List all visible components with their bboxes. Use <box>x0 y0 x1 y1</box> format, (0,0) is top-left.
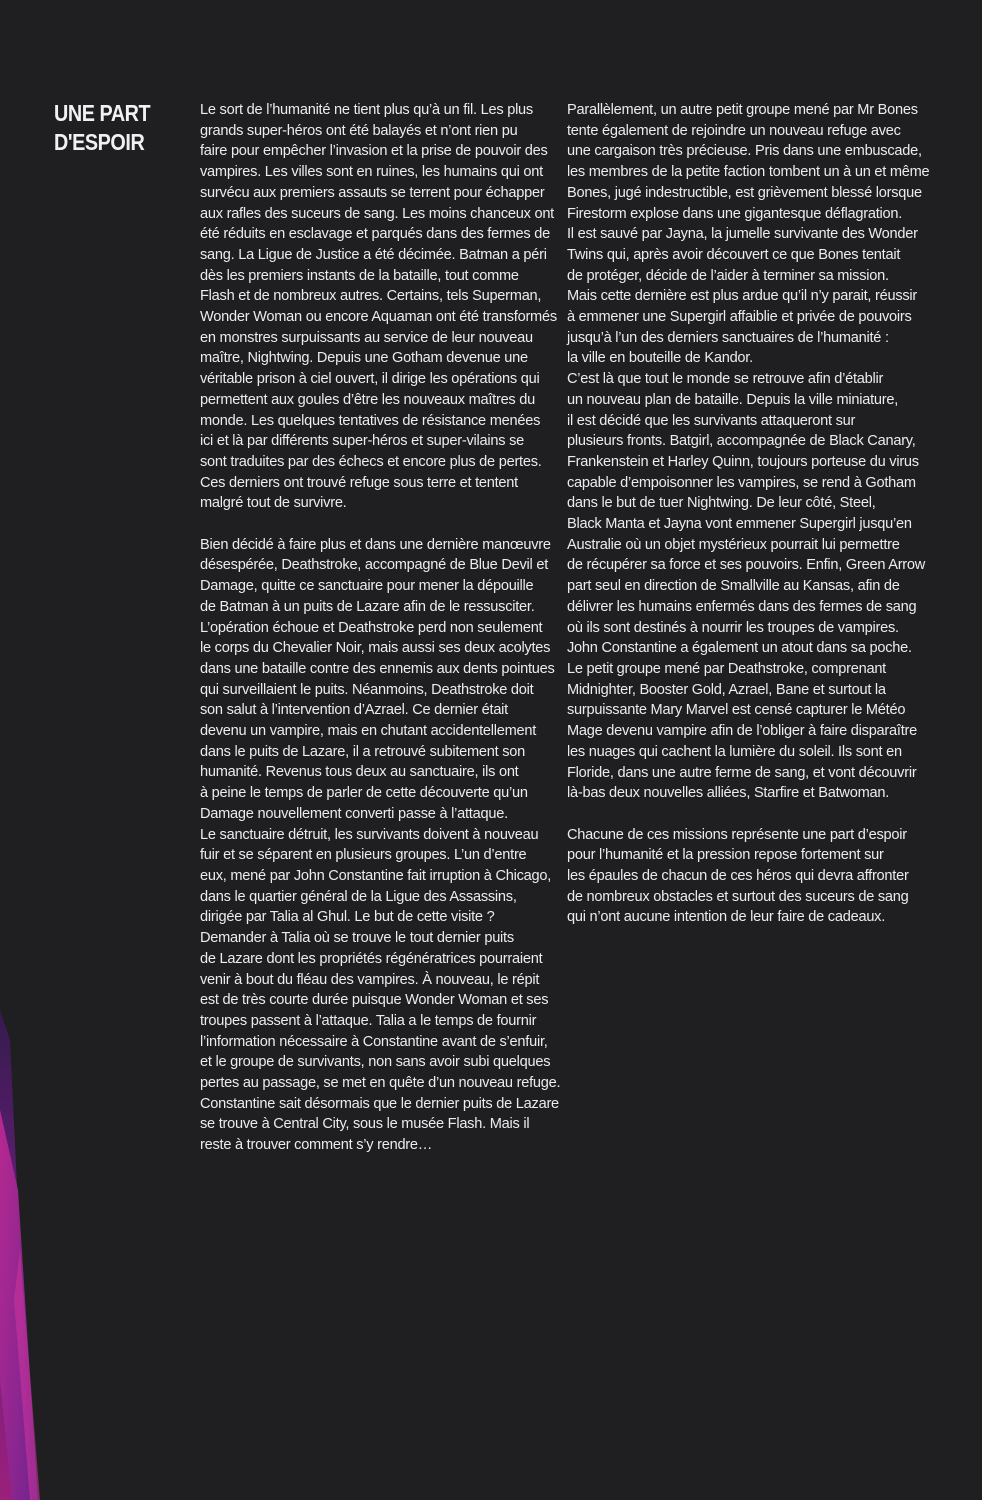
text-line: plusieurs fronts. Batgirl, accompagnée de Black Canary, <box>567 433 916 450</box>
text-line: Bien décidé à faire plus et dans une dernière manœuvre <box>200 536 551 553</box>
text-line: de Batman à un puits de Lazare afin de le ressusciter. <box>200 598 535 615</box>
text-line: et le groupe de survivants, non sans avoir subi quelques <box>200 1054 551 1071</box>
text-line: monde. Les quelques tentatives de résistance menées <box>200 412 541 429</box>
text-line: eux, mené par John Constantine fait irruption à Chicago, <box>200 868 552 884</box>
text-line: Chacune de ces missions représente une part d’espoir <box>567 826 907 843</box>
text-line: de nombreux obstacles et surtout des suceurs de sang <box>567 888 909 905</box>
text-line: les nuages qui cachent la lumière du soleil. Ils sont en <box>567 743 902 760</box>
text-line: où ils sont destinés à nourrir les troupes de vampires. <box>567 619 899 636</box>
text-line: surpuissante Mary Marvel est censé capturer le Météo <box>567 702 906 719</box>
text-line: reste à trouver comment s’y rendre… <box>200 1137 433 1154</box>
paragraph <box>567 100 930 804</box>
text-line: est de très courte durée puisque Wonder Woman et ses <box>200 992 549 1009</box>
text-line: véritable prison à ciel ouvert, il dirige les opérations qui <box>200 371 540 388</box>
text-line: son salut à l’intervention d’Azrael. Ce dernier était <box>200 702 508 719</box>
shard-inner <box>0 1110 38 1500</box>
text-line: Firestorm explose dans une gigantesque déflagration. <box>567 205 903 222</box>
text-line: Mage devenu vampire afin de l’obliger à faire disparaître <box>567 723 917 740</box>
text-line: John Constantine a également un atout dans sa poche. <box>567 640 912 657</box>
heading-line-2: D'ESPOIR <box>54 129 145 155</box>
text-line: se trouve à Central City, sous le musée Flash. Mais il <box>200 1116 530 1133</box>
text-line: devenu un vampire, mais en chutant accidentellement <box>200 723 537 740</box>
text-line: Frankenstein et Harley Quinn, toujours porteuse du virus <box>567 453 919 470</box>
text-line: Il est sauvé par Jayna, la jumelle survivante des Wonder <box>567 226 918 243</box>
text-line: pour l’humanité et la pression repose fortement sur <box>567 847 884 864</box>
text-line: Parallèlement, un autre petit groupe mené par Mr Bones <box>567 102 918 118</box>
text-line: Black Manta et Jayna vont emmener Supergirl jusqu’en <box>567 516 912 533</box>
text-line: dans le quartier général de la Ligue des Assassins, <box>200 888 517 905</box>
text-line: de protéger, décide de l’aider à terminer sa mission. <box>567 267 889 284</box>
text-line: dans le puits de Lazare, il a retrouvé subitement son <box>200 743 526 760</box>
text-line: Australie où un objet mystérieux pourrait lui permettre <box>567 536 900 553</box>
text-line: les épaules de chacun de ces héros qui devra affronter <box>567 868 909 884</box>
paragraph <box>200 100 557 514</box>
text-line: grands super-héros ont été balayés et n’ont rien pu <box>200 122 518 139</box>
text-line: humanité. Revenus tous deux au sanctuaire, ils ont <box>200 764 519 781</box>
text-line: la ville en bouteille de Kandor. <box>567 350 753 367</box>
text-line: survécu aux premiers assauts se terrent pour échapper <box>200 184 545 201</box>
text-line: Damage nouvellement converti passe à l’attaque. <box>200 805 508 822</box>
text-line: en monstres surpuissants au service de leur nouveau <box>200 329 533 346</box>
text-line: malgré tout de survivre. <box>200 495 347 512</box>
text-line: Bones, jugé indestructible, est grièvement blessé lorsque <box>567 184 922 201</box>
text-line: capable d’empoisonner les vampires, se rend à Gotham <box>567 474 916 491</box>
text-line: de récupérer sa force et ses pouvoirs. Enfin, Green Arrow <box>567 557 926 574</box>
text-line: Le sort de l’humanité ne tient plus qu’à un fil. Les plus <box>200 102 533 118</box>
text-line: C’est là que tout le monde se retrouve afin d’établir <box>567 371 884 388</box>
section-heading <box>54 99 157 157</box>
text-line: le corps du Chevalier Noir, mais aussi ses deux acolytes <box>200 640 551 657</box>
text-line: pertes au passage, se met en quête d’un nouveau refuge. <box>200 1075 561 1092</box>
text-line: Ces derniers ont trouvé refuge sous terre et tentent <box>200 474 518 491</box>
text-line: sang. La Ligue de Justice a été décimée. Batman a péri <box>200 246 547 263</box>
text-line: à peine le temps de parler de cette découverte qu’un <box>200 785 528 802</box>
text-line: qui n’ont aucune intention de leur faire de cadeaux. <box>567 909 886 926</box>
text-line: jusqu’à l’un des derniers sanctuaires de l’humanité : <box>567 329 889 346</box>
text-line: Midnighter, Booster Gold, Azrael, Bane et surtout la <box>567 681 886 698</box>
text-line: aux rafles des suceurs de sang. Les moins chanceux ont <box>200 205 554 222</box>
text-line: maître, Nightwing. Depuis une Gotham devenue une <box>200 350 528 367</box>
text-line: qui surveillaient le puits. Néanmoins, Deathstroke doit <box>200 681 534 698</box>
text-line: Le sanctuaire détruit, les survivants doivent à nouveau <box>200 826 539 843</box>
text-line: L’opération échoue et Deathstroke perd non seulement <box>200 619 543 636</box>
text-line: il est décidé que les survivants attaqueront sur <box>567 412 856 429</box>
shard-outer <box>0 1010 32 1500</box>
text-line: à emmener une Supergirl affaiblie et privée de pouvoirs <box>567 309 912 326</box>
text-line: ici et là par différents super-héros et super-vilains se <box>200 433 524 450</box>
text-line: dirigée par Talia al Ghul. Le but de cette visite ? <box>200 909 495 926</box>
text-line: faire pour empêcher l’invasion et la prise de pouvoir des <box>200 143 548 160</box>
text-line: sont traduites par des échecs et encore plus de pertes. <box>200 453 542 470</box>
text-line: permettent aux goules d’être les nouveaux maîtres du <box>200 391 536 408</box>
text-line: une cargaison très précieuse. Pris dans une embuscade, <box>567 143 922 160</box>
text-line: vampires. Les villes sont en ruines, les humains qui ont <box>200 164 543 181</box>
text-line: dans une bataille contre des ennemis aux dents pointues <box>200 660 555 677</box>
text-line: Flash et de nombreux autres. Certains, tels Superman, <box>200 288 542 305</box>
text-column-left <box>200 100 561 1156</box>
paragraph <box>567 825 909 929</box>
text-line: Le petit groupe mené par Deathstroke, comprenant <box>567 660 886 677</box>
shard-edge <box>14 1250 40 1500</box>
text-line: fuir et se séparent en plusieurs groupes. L’un d’entre <box>200 847 527 864</box>
text-line: été réduits en esclavage et parqués dans des fermes de <box>200 226 550 243</box>
text-line: là-bas deux nouvelles alliées, Starfire et Batwoman. <box>567 785 890 802</box>
text-line: Damage, quitte ce sanctuaire pour mener la dépouille <box>200 578 534 595</box>
text-line: désespérée, Deathstroke, accompagné de Blue Devil et <box>200 557 549 574</box>
text-line: dans le but de tuer Nightwing. De leur côté, Steel, <box>567 495 876 512</box>
text-line: Mais cette dernière est plus ardue qu’il n’y parait, réussir <box>567 288 918 305</box>
text-line: un nouveau plan de bataille. Depuis la ville miniature, <box>567 391 899 408</box>
text-line: tente également de rejoindre un nouveau refuge avec <box>567 122 901 139</box>
paragraph <box>200 535 561 1156</box>
text-line: de Lazare dont les propriétés régénératrices pourraient <box>200 950 543 967</box>
text-line: Constantine sait désormais que le dernier puits de Lazare <box>200 1095 559 1112</box>
text-line: dès les premiers instants de la bataille, tout comme <box>200 267 519 284</box>
text-line: Twins qui, après avoir découvert ce que Bones tentait <box>567 246 901 263</box>
text-line: l’information nécessaire à Constantine avant de s’enfuir, <box>200 1033 548 1050</box>
text-line: Floride, dans une autre ferme de sang, et vont découvrir <box>567 764 917 781</box>
text-line: Wonder Woman ou encore Aquaman ont été transformés <box>200 309 557 326</box>
text-line: Demander à Talia où se trouve le tout dernier puits <box>200 930 514 947</box>
text-line: les membres de la petite faction tombent un à un et même <box>567 164 930 181</box>
text-line: venir à bout du fléau des vampires. À nouveau, le répit <box>200 971 540 988</box>
text-line: troupes passent à l’attaque. Talia a le temps de fournir <box>200 1012 537 1029</box>
text-line: part seul en direction de Smallville au Kansas, afin de <box>567 578 900 595</box>
heading-line-1: UNE PART <box>54 100 151 126</box>
text-line: délivrer les humains enfermés dans des fermes de sang <box>567 598 917 615</box>
text-column-right <box>567 100 930 928</box>
